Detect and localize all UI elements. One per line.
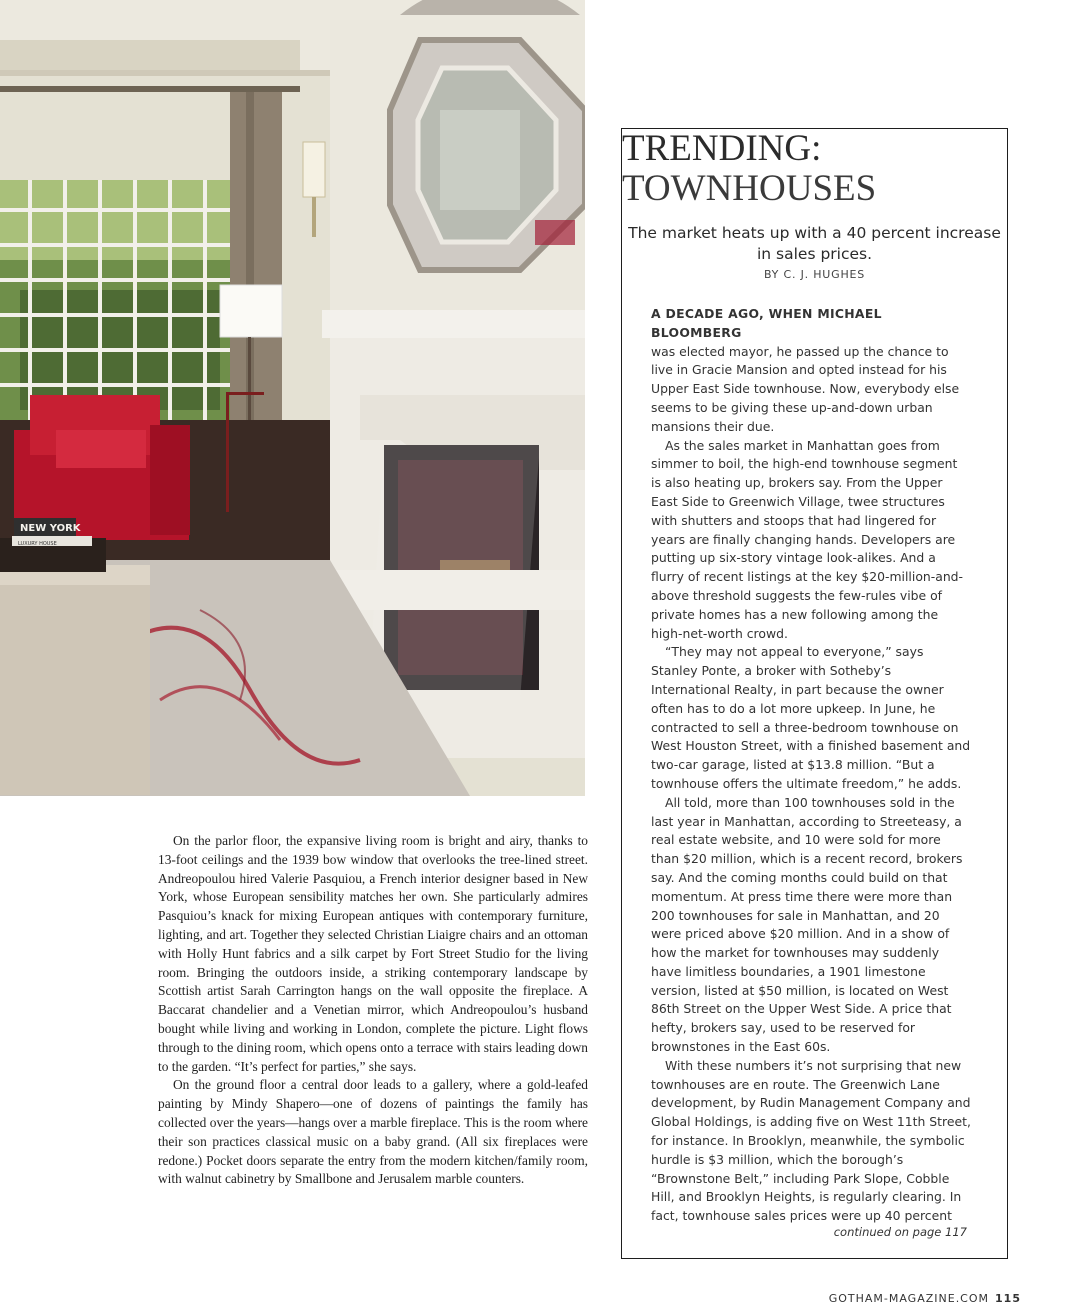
living-room-photo	[0, 0, 585, 796]
sidebar-paragraph: As the sales market in Manhattan goes from simmer to boil, the high-end townhouse segment is also heating up, brokers say. From the Upper East Side to Greenwich Village, twee structures with shutters and stoops that had lingered for years are finally changing hands. Developers are putting up six-story vintage look-alikes. And a flurry of recent listings at the key $20-million-and-above threshold suggests the few-rules vibe of private homes has a new following among the high-net-worth crowd.	[651, 437, 964, 641]
book-spine-subtitle: LUXURY HOUSE	[18, 541, 57, 547]
sidebar-paragraph: “They may not appeal to everyone,” says Stanley Ponte, a broker with Sotheby’s International Realty, in part because the owner often has to do a lot more upkeep. In June, he contracted to sell a three-bedroom townhouse on West Houston Street, with a finished basement and two-car garage, listed at $13.8 million. “But a townhouse offers the ultimate freedom,” he adds.	[651, 644, 971, 791]
sidebar-body	[651, 305, 971, 1226]
sidebar-lead-in: A DECADE AGO, WHEN MICHAEL BLOOMBERG	[651, 306, 882, 340]
story-paragraph: On the parlor floor, the expansive living room is bright and airy, thanks to 13-foot ceilings and the 1939 bow window that overlooks the tree-lined street. Andreopoulou hired Valerie Pasquiou, a French interior designer based in New York, whose European sensibility matches her own. She particularly admires Pasquiou’s knack for mixing European antiques with contemporary furniture, lighting, and art. Together they selected Christian Liaigre chairs and an ottoman with Holly Hunt fabrics and a silk carpet by Fort Street Studio for the living room. Bringing the outdoors inside, a striking contemporary landscape by Scottish artist Sarah Carrington hangs on the wall opposite the fireplace. A Baccarat chandelier and a Venetian mirror, which Andreopoulou’s husband bought while living and working in London, complete the picture. Light flows through to the dining room, which opens onto a terrace with stairs leading down to the garden. “It’s perfect for parties,” she says.	[158, 833, 588, 1074]
feature-story-text	[158, 832, 588, 1189]
folio-site: GOTHAM-MAGAZINE.COM	[828, 1292, 990, 1305]
page-folio	[829, 1292, 1021, 1305]
continued-note: continued on page 117	[833, 1225, 967, 1239]
sidebar-paragraph	[651, 305, 971, 437]
sidebar-title-line1: TRENDING:	[622, 128, 822, 169]
page-number: 115	[995, 1292, 1021, 1305]
trending-sidebar	[621, 128, 1008, 1259]
book-spine-title: NEW YORK	[20, 523, 81, 534]
sidebar-dek: The market heats up with a 40 percent increase in sales prices.	[628, 224, 1001, 263]
sidebar-paragraph-text: was elected mayor, he passed up the chance to live in Gracie Mansion and opted instead for his Upper East Side townhouse. Now, everybody else seems to be giving these up-and-down urban mansions their due.	[651, 343, 960, 434]
sidebar-paragraph: All told, more than 100 townhouses sold in the last year in Manhattan, according to Streeteasy, a real estate website, and 10 were sold for more than $20 million, which is a recent record, brokers say. And the coming months could build on that momentum. At press time there were more than 200 townhouses for sale in Manhattan, and 20 were priced above $20 million. And in a show of how the market for townhouses may suddenly have limitless boundaries, a 1901 limestone version, listed at $50 million, is located on West 86th Street on the Upper West Side. A price that hefty, brokers say, used to be reserved for brownstones in the East 60s.	[651, 794, 963, 1055]
sidebar-byline: BY C. J. HUGHES	[763, 268, 866, 281]
sidebar-paragraph: With these numbers it’s not surprising that new townhouses are en route. The Greenwich Lane development, by Rudin Management Company and Global Holdings, is adding five on West 11th Street, for instance. In Brooklyn, meanwhile, the symbolic hurdle is $3 million, which the borough’s “Brownstone Belt,” including Park Slope, Cobble Hill, and Brooklyn Heights, is regularly clearing. In fact, townhouse sales prices were up 40 percent	[651, 1057, 971, 1224]
story-paragraph: On the ground floor a central door leads to a gallery, where a gold-leafed painting by Mindy Shapero—one of dozens of paintings the family has collected over the years—hangs over a marble fireplace. This is the room where their son practices classical music on a baby grand. (All six fireplaces were redone.) Pocket doors separate the entry from the modern kitchen/family room, with walnut cabinetry by Smallbone and Jerusalem marble counters.	[158, 1077, 588, 1187]
sidebar-title-line2: TOWNHOUSES	[622, 168, 877, 209]
